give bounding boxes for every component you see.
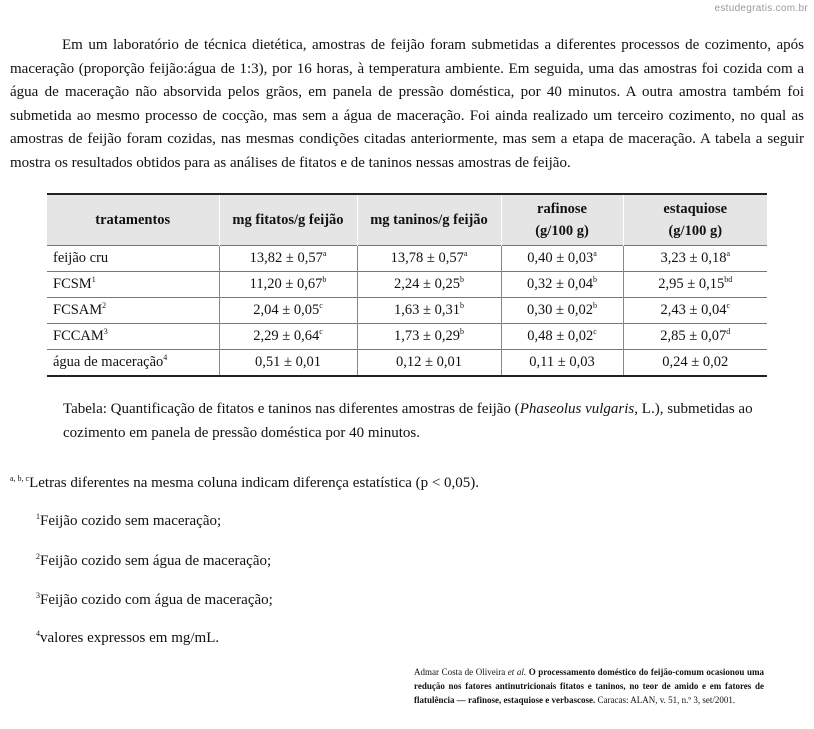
cell-taninos: 2,24 ± 0,25$^b$ bbox=[357, 272, 501, 298]
cell-estaquiose: 3,23 ± 0,18$^a$ bbox=[623, 246, 767, 272]
note-4: $^4$valores expressos em mg/mL. bbox=[36, 629, 220, 646]
cell-treatment: FCSM$^1$ bbox=[47, 272, 219, 298]
table-row bbox=[47, 324, 767, 350]
cell-fitatos: 13,82 ± 0,57$^a$ bbox=[219, 246, 357, 272]
header-tratamentos: tratamentos bbox=[47, 194, 219, 246]
cell-estaquiose: 0,24 ± 0,02 bbox=[623, 350, 767, 377]
cell-rafinose: 0,48 ± 0,02$^c$ bbox=[501, 324, 623, 350]
header-rafinose: rafinose (g/100 g) bbox=[501, 194, 623, 246]
cell-treatment: feijão cru bbox=[47, 246, 219, 272]
table-row bbox=[47, 272, 767, 298]
note-2: $^2$Feijão cozido sem água de maceração; bbox=[36, 552, 272, 569]
cell-taninos: 1,73 ± 0,29$^b$ bbox=[357, 324, 501, 350]
cell-treatment: FCCAM$^3$ bbox=[47, 324, 219, 350]
cell-estaquiose: 2,95 ± 0,15$^{bd}$ bbox=[623, 272, 767, 298]
note-1: $^1$Feijão cozido sem maceração; bbox=[36, 512, 222, 529]
cell-fitatos: 11,20 ± 0,67$^b$ bbox=[219, 272, 357, 298]
site-watermark: estudegratis.com.br bbox=[714, 3, 808, 14]
cell-estaquiose: 2,43 ± 0,04$^c$ bbox=[623, 298, 767, 324]
source-reference: Admar Costa de Oliveira et al. O processamento doméstico do feijão-comum ocasionou uma redução nos fatores antinutricionais fitatos e taninos, no teor de amido e em fatores de flatulência — rafinose, estaquiose e verbascose. Caracas: ALAN, v. 51, n.º 3, set/2001. bbox=[414, 667, 764, 705]
cell-taninos: 13,78 ± 0,57$^a$ bbox=[357, 246, 501, 272]
header-fitatos: mg fitatos/g feijão bbox=[219, 194, 357, 246]
header-taninos: mg taninos/g feijão bbox=[357, 194, 501, 246]
table-caption: Tabela: Quantificação de fitatos e taninos nas diferentes amostras de feijão (Phaseolus vulgaris, L.), submetidas ao cozimento em panela de pressão doméstica por 40 minutos. bbox=[63, 401, 753, 441]
cell-fitatos: 2,29 ± 0,64$^c$ bbox=[219, 324, 357, 350]
header-estaquiose: estaquiose (g/100 g) bbox=[623, 194, 767, 246]
cell-rafinose: 0,40 ± 0,03$^a$ bbox=[501, 246, 623, 272]
intro-paragraph: Em um laboratório de técnica dietética, amostras de feijão foram submetidas a diferentes processos de cozimento, após maceração (proporção feijão:água de 1:3), por 16 horas, à temperatura ambiente. Em seguida, uma das amostras foi cozida com a água de maceração não absorvida pelos grãos, em panela de pressão doméstica, por 40 minutos. A outra amostra também foi submetida ao mesmo processo de cocção, mas sem a água de maceração. Foi ainda realizado um terceiro cozimento, no qual as amostras de feijão foram cozidas, nas mesmas condições citadas anteriormente, mas sem a etapa de maceração. A tabela a seguir mostra os resultados obtidos para as análises de fitatos e de taninos nessas amostras de feijão. bbox=[10, 37, 804, 171]
table-row bbox=[47, 246, 767, 272]
table-row bbox=[47, 350, 767, 377]
cell-rafinose: 0,30 ± 0,02$^b$ bbox=[501, 298, 623, 324]
cell-treatment: água de maceração$^4$ bbox=[47, 350, 219, 377]
cell-fitatos: 2,04 ± 0,05$^c$ bbox=[219, 298, 357, 324]
note-letters: $^{a, b, c}$Letras diferentes na mesma coluna indicam diferença estatística (p < 0,05). bbox=[10, 474, 480, 491]
cell-fitatos: 0,51 ± 0,01 bbox=[219, 350, 357, 377]
cell-estaquiose: 2,85 ± 0,07$^d$ bbox=[623, 324, 767, 350]
table-row bbox=[47, 298, 767, 324]
cell-treatment: FCSAM$^2$ bbox=[47, 298, 219, 324]
species-name: Phaseolus vulgaris, bbox=[519, 401, 639, 417]
cell-taninos: 0,12 ± 0,01 bbox=[357, 350, 501, 377]
cell-taninos: 1,63 ± 0,31$^b$ bbox=[357, 298, 501, 324]
cell-rafinose: 0,11 ± 0,03 bbox=[501, 350, 623, 377]
cell-rafinose: 0,32 ± 0,04$^b$ bbox=[501, 272, 623, 298]
table-header-row bbox=[47, 194, 767, 246]
note-3: $^3$Feijão cozido com água de maceração; bbox=[36, 591, 273, 608]
results-table bbox=[47, 193, 767, 377]
